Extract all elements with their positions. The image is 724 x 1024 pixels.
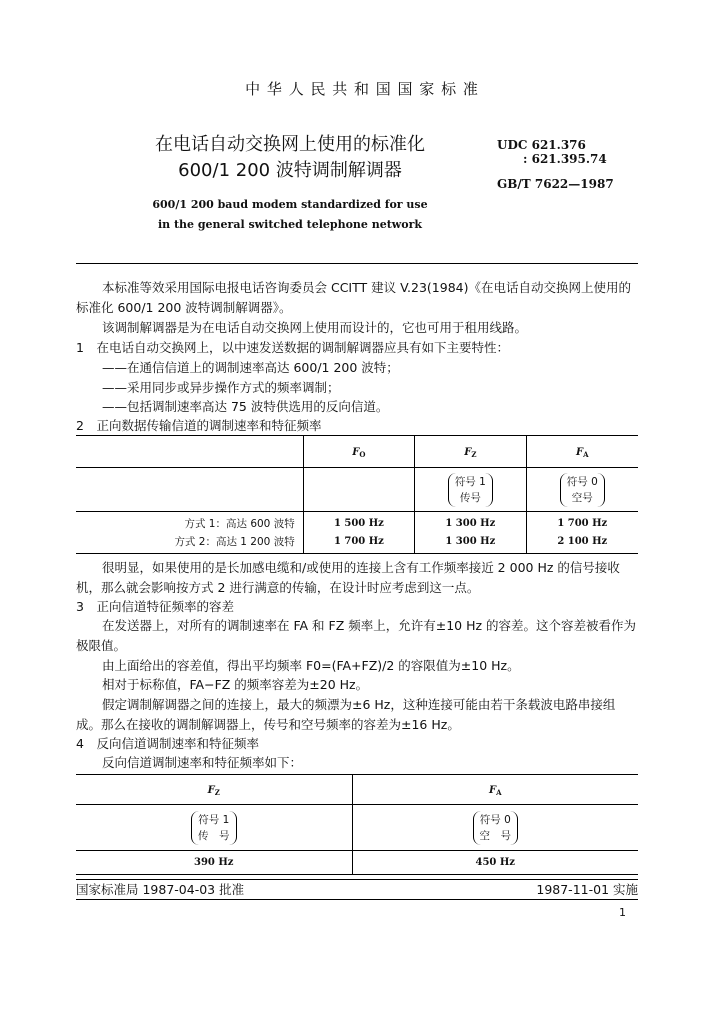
title-zh xyxy=(100,132,480,184)
udc-block xyxy=(497,138,607,166)
value-fa: 450 Hz xyxy=(352,851,638,875)
mode-1-fa: 1 700 Hz xyxy=(557,517,608,529)
header2-fz: $F_Z$ xyxy=(76,775,352,805)
mode-2-f0: 1 700 Hz xyxy=(333,535,384,547)
intro-paragraph-1: 本标准等效采用国际电报电话咨询委员会 CCITT 建议 V.23(1984)《在电话自动交换网上使用的标准化 600/1 200 波特调制解调器》。 xyxy=(76,280,631,315)
effective-date: 1987-11-01 实施 xyxy=(536,882,638,897)
forward-channel-table xyxy=(76,435,638,554)
value-fz: 390 Hz xyxy=(76,851,352,875)
header-fz: $F_Z$ xyxy=(415,436,526,468)
fa-values xyxy=(526,512,638,554)
reverse-channel-table xyxy=(76,774,638,875)
section-3-paragraph-1: 在发送器上，对所有的调制速率在 FA 和 FZ 频率上，允许有±10 Hz 的容差。这个容差被看作为极限值。 xyxy=(76,618,637,653)
footer-rule-bottom xyxy=(76,899,638,900)
symbol-fa-cell xyxy=(526,468,638,512)
table2-value-row xyxy=(76,851,638,875)
mode-labels xyxy=(76,512,303,554)
section-1-item-a: ——在通信信道上的调制速率高达 600/1 200 波特； xyxy=(102,360,399,375)
udc-line-1: UDC 621.376 xyxy=(497,138,586,152)
table2-header-row xyxy=(76,775,638,805)
header-fa: $F_A$ xyxy=(526,436,638,468)
mode-1-f0: 1 500 Hz xyxy=(333,517,384,529)
section-1-heading: 1 在电话自动交换网上，以中速发送数据的调制解调器应具有如下主要特性： xyxy=(76,340,509,355)
mode-1-fz: 1 300 Hz xyxy=(445,517,496,529)
f0-values xyxy=(303,512,414,554)
standard-number: GB/T 7622—1987 xyxy=(497,177,614,191)
page-number: 1 xyxy=(619,906,626,919)
section-4-heading: 4 反向信道调制速率和特征频率 xyxy=(76,736,259,751)
title-line-2: 600/1 200 波特调制解调器 xyxy=(178,160,402,181)
section-3-heading: 3 正向信道特征频率的容差 xyxy=(76,599,234,614)
title-en-line-2: in the general switched telephone network xyxy=(157,218,423,231)
header-rule xyxy=(76,263,638,264)
table2-symbol-row xyxy=(76,805,638,851)
header2-fa: $F_A$ xyxy=(352,775,638,805)
table-corner-cell xyxy=(76,436,303,468)
title-en xyxy=(110,195,470,235)
symbol2-fa-cell xyxy=(352,805,638,851)
table-header-row xyxy=(76,436,638,468)
table-1-note: 很明显，如果使用的是长加感电缆和/或使用的连接上含有工作频率接近 2 000 Hz 的信号接收机，那么就会影响按方式 2 进行满意的传输，在设计时应考虑到这一点。 xyxy=(76,560,620,595)
table-symbol-row xyxy=(76,468,638,512)
space-symbol-0: 符号 0 空 号 xyxy=(473,811,519,845)
mode-2-fz: 1 300 Hz xyxy=(445,535,496,547)
section-4-paragraph: 反向信道调制速率和特征频率如下： xyxy=(102,755,303,770)
section-2-heading: 2 正向数据传输信道的调制速率和特征频率 xyxy=(76,418,322,433)
section-3-paragraph-4: 假定调制解调器之间的连接上，最大的频漂为±6 Hz，这种连接可能由若干条载波电路串接组成。那么在接收的调制解调器上，传号和空号频率的容差为±16 Hz。 xyxy=(76,697,616,732)
mark-symbol-1: 符号 1 传号 xyxy=(448,473,493,507)
header-f0: $F_O$ xyxy=(303,436,414,468)
approval-date: 国家标准局 1987-04-03 批准 xyxy=(76,882,245,897)
symbol-fz-cell xyxy=(415,468,526,512)
udc-line-2: : 621.395.74 xyxy=(523,152,607,166)
mode-2-fa: 2 100 Hz xyxy=(557,535,608,547)
symbol-f0-cell xyxy=(303,468,414,512)
symbol2-fz-cell xyxy=(76,805,352,851)
issuing-org: 中 华 人 民 共 和 国 国 家 标 准 xyxy=(245,80,479,98)
section-3-paragraph-2: 由上面给出的容差值，得出平均频率 F0=(FA+FZ)/2 的容限值为±10 Hz。 xyxy=(102,658,520,673)
intro-paragraph-2: 该调制解调器是为在电话自动交换网上使用而设计的，它也可用于租用线路。 xyxy=(102,320,528,335)
table-data-row xyxy=(76,512,638,554)
mark-symbol-1: 符号 1 传 号 xyxy=(191,811,237,845)
space-symbol-0: 符号 0 空号 xyxy=(560,473,605,507)
title-en-line-1: 600/1 200 baud modem standardized for use xyxy=(152,198,428,211)
mode-1-label: 方式 1：高达 600 波特 xyxy=(184,517,295,530)
mode-2-label: 方式 2：高达 1 200 波特 xyxy=(174,535,295,548)
section-1-item-c: ——包括调制速率高达 75 波特供选用的反向信道。 xyxy=(102,399,389,414)
section-3-paragraph-3: 相对于标称值，FA−FZ 的频率容差为±20 Hz。 xyxy=(102,677,369,692)
title-line-1: 在电话自动交换网上使用的标准化 xyxy=(155,134,425,155)
section-1-item-b: ——采用同步或异步操作方式的频率调制； xyxy=(102,380,340,395)
symbol-row-label xyxy=(76,468,303,512)
fz-values xyxy=(415,512,526,554)
